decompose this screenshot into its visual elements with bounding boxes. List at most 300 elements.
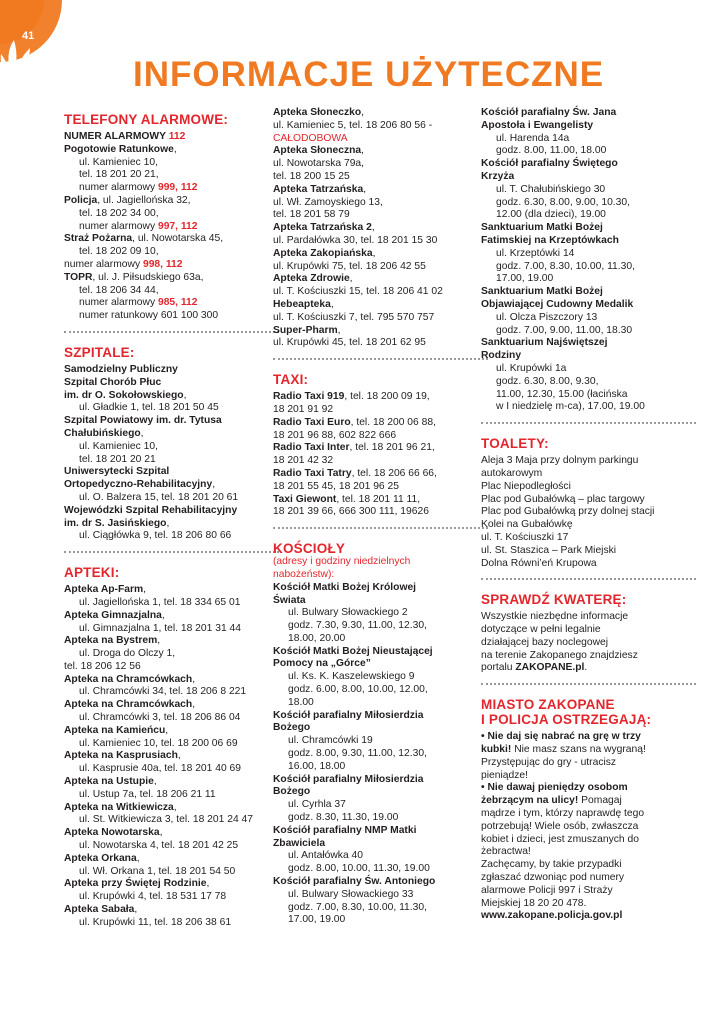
plain-text: godz. 8.00, 10.00, 11.30, 19.00 — [288, 863, 430, 875]
list-taxi — [273, 391, 493, 519]
bold-text: Apteka Tatrzańska — [273, 183, 364, 195]
plain-text: 18.00, 20.00 — [288, 632, 346, 644]
plain-text: , — [361, 145, 364, 157]
page-title: INFORMACJE UŻYTECZNE — [133, 55, 605, 94]
text-line — [64, 635, 284, 648]
bold-text: Apteka na Kasprusiach — [64, 750, 178, 762]
plain-text: ul. T. Kościuszki 15, tel. 18 206 41 02 — [273, 286, 443, 298]
plain-text: tel. 18 201 58 79 — [273, 209, 350, 221]
plain-text: ul. Kamieniec 10, — [79, 440, 158, 452]
text-line — [481, 261, 696, 274]
bold-text: Rodziny — [481, 350, 522, 362]
text-line — [273, 430, 493, 443]
plain-text: tel. 18 202 09 10, — [79, 246, 159, 258]
text-line — [64, 182, 284, 195]
plain-text: ul. Krupówki 75, tel. 18 206 42 55 — [273, 260, 426, 272]
text-line — [481, 506, 696, 519]
plain-text: alarmowe Policji 997 i Straży — [481, 884, 613, 896]
emergency-number: 112 — [168, 131, 186, 142]
bold-text: Radio Taxi Inter — [273, 442, 350, 454]
heading-taxi: TAXI: — [273, 372, 309, 388]
bold-text: Szpital Powiatowy im. dr. Tytusa — [64, 415, 222, 427]
plain-text: ul. Krzeptówki 14 — [496, 247, 575, 259]
bold-text: Pomocy na „Górce” — [273, 658, 371, 670]
text-line — [64, 789, 284, 802]
plain-text: ul. T. Kościuszki 17 — [481, 531, 569, 543]
bold-text: Apteka Ap-Farm — [64, 584, 144, 596]
plain-text: mądrze i tym, którzy naprawdę tego — [481, 808, 645, 820]
text-line — [273, 850, 493, 863]
text-line — [481, 859, 696, 872]
text-line — [64, 674, 284, 687]
text-line — [481, 248, 696, 261]
text-line — [64, 259, 284, 272]
plain-text: ul. Harenda 14a — [496, 132, 570, 144]
bold-text: Apteka na Chramcówkach — [64, 673, 193, 685]
bold-text: • Nie daj się nabrać na grę w trzy — [481, 731, 641, 743]
plain-text: Zachęcamy, by takie przypadki — [481, 859, 622, 871]
bold-text: Sanktuarium Matki Bożej — [481, 286, 603, 298]
bold-text: Apteka Gimnazjalna — [64, 609, 162, 621]
dotted-divider — [481, 578, 696, 580]
plain-text: ul. Kamieniec 5, tel. 18 206 80 56 - — [273, 119, 433, 131]
text-line — [273, 825, 493, 838]
text-line — [481, 481, 696, 494]
plain-text: ul. Kamieniec 10, tel. 18 200 06 69 — [79, 737, 238, 749]
plain-text: ul. Cyrhla 37 — [288, 799, 346, 811]
text-line — [273, 145, 493, 158]
text-line — [64, 195, 284, 208]
plain-text: , — [371, 222, 375, 234]
text-line — [481, 821, 696, 834]
plain-text: ul. Krupówki 11, tel. 18 206 38 61 — [79, 916, 232, 928]
plain-text: ul. Ustup 7a, tel. 18 206 21 11 — [79, 788, 216, 800]
text-line — [273, 761, 493, 774]
text-line — [273, 299, 493, 312]
text-line — [481, 312, 696, 325]
bold-text: Uniwersytecki Szpital — [64, 466, 170, 478]
plain-text: tel. 18 202 34 00, — [79, 207, 159, 219]
text-line — [273, 735, 493, 748]
text-line — [481, 455, 696, 468]
text-line — [273, 312, 493, 325]
text-line — [481, 519, 696, 532]
bold-text: Kościół parafialny Świętego — [481, 158, 618, 170]
bold-text: Pogotowie Ratunkowe — [64, 143, 174, 155]
text-line — [273, 633, 493, 646]
heading-toalety: TOALETY: — [481, 436, 549, 452]
plain-text: Kolei na Gubałówkę — [481, 519, 573, 531]
bold-text: Objawiającej Cudowny Medalik — [481, 298, 634, 310]
dotted-divider — [64, 551, 279, 553]
plain-text: , tel. 18 201 11 11, — [336, 493, 421, 505]
bold-text: Fatimskiej na Krzeptówkach — [481, 234, 619, 246]
plain-text: , — [161, 609, 165, 621]
plain-text: godz. 7.00, 8.30, 10.00, 11.30, — [288, 901, 427, 913]
bold-text: Apteka Słoneczna — [273, 145, 362, 157]
text-line — [481, 197, 696, 210]
text-line — [481, 757, 696, 770]
plain-text: , — [361, 107, 364, 118]
list-szpitale — [64, 364, 284, 543]
text-line — [481, 350, 696, 363]
heading-koscioly: KOŚCIOŁY — [273, 541, 346, 557]
plain-text: ul. Krupówki 1a — [496, 362, 567, 374]
bold-text: Kościół parafialny Miłosierdzia — [273, 709, 424, 721]
plain-text: ul. Ciągłówka 9, tel. 18 206 80 66 — [79, 530, 232, 542]
text-line — [273, 235, 493, 248]
text-line — [64, 725, 284, 738]
plain-text: Dolna Równi’eń Krupowa — [481, 557, 597, 569]
bold-text: Ortopedyczno-Rehabilitacyjny — [64, 479, 213, 491]
text-line — [481, 770, 696, 783]
plain-text: Miejskiej 18 20 20 478. — [481, 897, 587, 909]
text-line — [64, 840, 284, 853]
text-line — [273, 337, 493, 350]
plain-text: Przystępując do gry - utracisz — [481, 756, 617, 768]
plain-text: , — [212, 479, 216, 491]
bold-text: Apteka Zakopiańska — [273, 247, 373, 259]
text-line — [481, 808, 696, 821]
plain-text: godz. 8.00, 11.00, 18.00 — [496, 145, 607, 157]
text-line — [64, 661, 284, 674]
text-line — [481, 885, 696, 898]
plain-text: , — [159, 827, 163, 839]
text-line — [273, 697, 493, 710]
bold-text: • Nie dawaj pieniędzy osobom — [481, 782, 628, 794]
text-line — [64, 648, 284, 661]
text-line — [481, 650, 696, 663]
text-line — [273, 786, 493, 799]
plain-text: dotyczące w pełni legalnie — [481, 624, 601, 636]
plain-text: 18.00 — [288, 696, 314, 708]
plain-text: na terenie Zakopanego znajdziesz — [481, 649, 638, 661]
bold-text: TOPR — [64, 271, 93, 283]
highlight-text: CAŁODOBOWA — [273, 132, 348, 144]
text-line — [273, 455, 493, 468]
text-line — [64, 454, 284, 467]
bold-text: Radio Taxi 919 — [273, 391, 345, 403]
text-line — [273, 442, 493, 455]
text-line — [481, 662, 696, 675]
heading-ostrzegaja-2: I POLICJA OSTRZEGAJĄ: — [481, 712, 652, 728]
text-line — [64, 904, 284, 917]
plain-text: , — [363, 183, 367, 195]
text-line — [64, 492, 284, 505]
bold-text: Apteka Słoneczko — [273, 107, 362, 118]
text-line — [64, 428, 284, 441]
plain-text: Nie masz szans na wygraną! — [511, 744, 646, 756]
bold-text: Apteka Orkana — [64, 852, 137, 864]
plain-text: , — [173, 801, 177, 813]
text-line — [481, 299, 696, 312]
text-line — [64, 878, 284, 891]
text-line — [64, 738, 284, 751]
text-line — [481, 222, 696, 235]
bold-text: Super-Pharm — [273, 324, 338, 336]
text-line — [273, 646, 493, 659]
bold-text: Policja — [64, 194, 98, 206]
text-line — [481, 558, 696, 571]
plain-text: tel. 18 206 12 56 — [64, 660, 141, 672]
text-line — [273, 902, 493, 915]
plain-text: ul. Kasprusie 40a, tel. 18 201 40 69 — [79, 763, 242, 775]
text-line — [273, 184, 493, 197]
plain-text: ul. Krupówki 45, tel. 18 201 62 95 — [273, 337, 426, 349]
plain-text: , tel. 18 200 09 19, — [344, 391, 430, 403]
text-line — [64, 297, 284, 310]
text-line — [273, 620, 493, 633]
bold-text: Bożego — [273, 722, 311, 734]
plain-text: 16.00, 18.00 — [288, 760, 346, 772]
dotted-divider — [64, 331, 279, 333]
plain-text: Plac Niepodległości — [481, 480, 571, 492]
bold-text: Bożego — [273, 786, 311, 798]
text-line — [273, 582, 493, 595]
plain-text: numer alarmowy — [79, 297, 158, 309]
emergency-number: 999, 112 — [157, 182, 198, 194]
text-line — [64, 377, 284, 390]
bold-text: Apteka na Chramcówkach — [64, 699, 193, 711]
plain-text: działającej bazy noclegowej — [481, 636, 609, 648]
text-line — [481, 389, 696, 402]
text-line — [64, 157, 284, 170]
bold-text: Taxi Giewont — [273, 493, 337, 505]
text-line — [273, 209, 493, 222]
bold-text: Szpital Chorób Płuc — [64, 376, 162, 388]
emergency-number: 998, 112 — [142, 258, 183, 270]
text-line — [481, 782, 696, 795]
plain-text: kobiet i dzieci, jest zmuszanych do — [481, 833, 639, 845]
dotted-divider — [481, 422, 696, 424]
plain-text: tel. 18 201 20 21 — [79, 453, 156, 465]
plain-text: ul. St. Staszica – Park Miejski — [481, 544, 617, 556]
text-line — [273, 671, 493, 684]
text-line — [273, 325, 493, 338]
text-line — [273, 417, 493, 430]
plain-text: , — [157, 635, 161, 647]
bold-text: Apostoła i Ewangelisty — [481, 119, 594, 131]
text-line — [64, 415, 284, 428]
plain-text: godz. 7.30, 9.30, 11.00, 12.30, — [288, 620, 427, 632]
text-line — [273, 722, 493, 735]
plain-text: , — [330, 298, 334, 310]
plain-text: ul. Chramcówki 19 — [288, 735, 373, 747]
text-line — [481, 834, 696, 847]
text-line — [64, 233, 284, 246]
text-line — [481, 158, 696, 171]
heading-szpitale: SZPITALE: — [64, 344, 135, 360]
text-line — [64, 712, 284, 725]
plain-text: , tel. 18 206 66 66, — [351, 467, 437, 479]
text-line — [481, 184, 696, 197]
plain-text: , — [177, 750, 181, 762]
text-line — [481, 795, 696, 808]
list-telefony — [64, 131, 284, 323]
text-line — [64, 208, 284, 221]
text-line — [64, 310, 284, 323]
bold-text: ZAKOPANE.pl — [515, 662, 585, 674]
plain-text: ul. Wł. Zamoyskiego 13, — [273, 196, 383, 208]
list-ostrzegaja — [481, 731, 696, 923]
plain-text: , — [134, 904, 138, 916]
plain-text: godz. 8.30, 11.30, 19.00 — [288, 812, 399, 824]
text-line — [481, 145, 696, 158]
plain-text: ul. Pardałówka 30, tel. 18 201 15 30 — [273, 234, 438, 246]
bold-text: Sanktuarium Matki Bożej — [481, 222, 603, 234]
bold-text: Kościół Matki Bożej Nieustającej — [273, 645, 433, 657]
plain-text: , tel. 18 200 06 88, — [350, 416, 436, 428]
text-line — [481, 468, 696, 481]
heading-telefony: TELEFONY ALARMOWE: — [64, 112, 229, 127]
text-line — [64, 246, 284, 259]
plain-text: ul. Gładkie 1, tel. 18 201 50 45 — [79, 402, 219, 414]
plain-text: godz. 6.30, 8.00, 9.00, 10.30, — [496, 196, 630, 208]
bold-text: żebrzącym na ulicy! — [481, 795, 579, 807]
text-line — [64, 364, 284, 377]
plain-text: , — [136, 852, 140, 864]
plain-text: ul. Ks. K. Kaszelewskiego 9 — [288, 671, 415, 683]
page-number: 41 — [22, 30, 35, 42]
bold-text: NUMER ALARMOWY — [64, 131, 169, 142]
plain-text: 18 201 39 66, 666 300 111, 19626 — [273, 506, 429, 518]
text-line — [64, 144, 284, 157]
text-line — [481, 133, 696, 146]
text-line — [273, 658, 493, 671]
heading-kwatera: SPRAWDŹ KWATERĘ: — [481, 592, 627, 608]
list-apteki-cd — [273, 107, 493, 350]
text-line — [481, 532, 696, 545]
text-line — [273, 506, 493, 519]
plain-text: ul. Antałówka 40 — [288, 850, 363, 862]
plain-text: godz. 7.00, 8.30, 10.00, 11.30, — [496, 260, 635, 272]
bold-text: Wojewódzki Szpital Rehabilitacyjny — [64, 504, 238, 516]
text-line — [481, 731, 696, 744]
text-line — [273, 607, 493, 620]
text-line — [273, 774, 493, 787]
list-apteki — [64, 584, 284, 930]
text-line — [273, 876, 493, 889]
text-line — [481, 846, 696, 859]
plain-text: , — [192, 673, 196, 685]
text-line — [273, 481, 493, 494]
plain-text: , — [166, 517, 170, 529]
text-line — [481, 744, 696, 757]
plain-text: 18 201 91 92 — [273, 403, 334, 415]
koscioly-subtitle-1: (adresy i godziny niedzielnych — [273, 556, 411, 568]
bold-text: Apteka Sabała — [64, 904, 135, 916]
text-line — [64, 776, 284, 789]
text-line — [273, 107, 493, 120]
bold-text: Apteka na Witkiewicza — [64, 801, 174, 813]
text-line — [481, 872, 696, 885]
plain-text: Plac pod Gubałówką – plac targowy — [481, 493, 645, 505]
text-line — [273, 468, 493, 481]
text-line — [64, 131, 284, 144]
bold-text: Straż Pożarna — [64, 233, 133, 245]
plain-text: Wszystkie niezbędne informacje — [481, 611, 629, 623]
text-line — [273, 863, 493, 876]
plain-text: ul. Krupówki 4, tel. 18 531 17 78 — [79, 891, 227, 903]
text-line — [64, 610, 284, 623]
koscioly-subtitle-2: nabożeństw): — [273, 568, 335, 580]
plain-text: ul. Olcza Piszczory 13 — [496, 311, 598, 323]
text-line — [64, 891, 284, 904]
plain-text: , ul. J. Piłsudskiego 63a, — [92, 271, 204, 283]
plain-text: ul. Wł. Orkana 1, tel. 18 201 54 50 — [79, 865, 236, 877]
plain-text: , — [143, 584, 147, 596]
plain-text: 18 201 96 88, 602 822 666 — [273, 429, 397, 441]
text-line — [273, 748, 493, 761]
list-koscioly-cd — [481, 107, 696, 414]
bold-text: Samodzielny Publiczny — [64, 363, 178, 375]
plain-text: tel. 18 200 15 25 — [273, 170, 350, 182]
bold-text: im. dr S. Jasińskiego — [64, 517, 167, 529]
text-line — [481, 337, 696, 350]
text-line — [481, 107, 696, 120]
list-kwatera — [481, 611, 696, 675]
text-line — [64, 853, 284, 866]
text-line — [64, 505, 284, 518]
plain-text: ul. Kamieniec 10, — [79, 156, 158, 168]
dotted-divider — [273, 527, 488, 529]
corner-decoration — [0, 0, 70, 110]
plain-text: Pomagaj — [578, 795, 622, 807]
bold-text: Hebeapteka — [273, 298, 331, 310]
plain-text: tel. 18 206 34 44, — [79, 284, 159, 296]
text-line — [64, 272, 284, 285]
text-line — [64, 686, 284, 699]
plain-text: numer alarmowy — [79, 182, 158, 194]
plain-text: godz. 8.00, 9.30, 11.00, 12.30, — [288, 748, 427, 760]
plain-text: 12.00 (dla dzieci), 19.00 — [496, 209, 606, 221]
text-line — [481, 910, 696, 923]
text-line — [273, 261, 493, 274]
text-line — [64, 518, 284, 531]
text-line — [481, 545, 696, 558]
text-line — [273, 494, 493, 507]
column-1 — [64, 107, 284, 930]
plain-text: autokarowym — [481, 467, 543, 479]
plain-text: ul. Chramcówki 3, tel. 18 206 86 04 — [79, 712, 241, 724]
text-line — [273, 171, 493, 184]
column-3 — [481, 107, 696, 923]
text-line — [64, 623, 284, 636]
plain-text: . — [584, 662, 588, 674]
heading-ostrzegaja-1: MIASTO ZAKOPANE — [481, 697, 615, 713]
text-line — [64, 699, 284, 712]
bold-text: Apteka Tatrzańska 2 — [273, 222, 372, 234]
plain-text: ul. Bulwary Słowackiego 2 — [288, 607, 408, 619]
plain-text: godz. 6.30, 8.00, 9.30, — [496, 375, 599, 387]
bold-text: Kościół parafialny NMP Matki — [273, 824, 417, 836]
plain-text: , — [192, 699, 196, 711]
bold-text: Apteka na Bystrem — [64, 635, 158, 647]
text-line — [481, 120, 696, 133]
text-line — [273, 799, 493, 812]
plain-text: , tel. 18 201 96 21, — [349, 442, 435, 454]
plain-text: tel. 18 201 20 21, — [79, 169, 159, 181]
text-line — [273, 158, 493, 171]
plain-text: pieniądze! — [481, 769, 528, 781]
plain-text: ul. Droga do Olczy 1, — [79, 648, 176, 660]
plain-text: 18 201 55 45, 18 201 96 25 — [273, 480, 399, 492]
bold-text: Kościół Matki Bożej Królowej — [273, 581, 417, 593]
text-line — [273, 838, 493, 851]
bold-text: Radio Taxi Tatry — [273, 467, 352, 479]
text-line — [273, 222, 493, 235]
text-line — [273, 286, 493, 299]
